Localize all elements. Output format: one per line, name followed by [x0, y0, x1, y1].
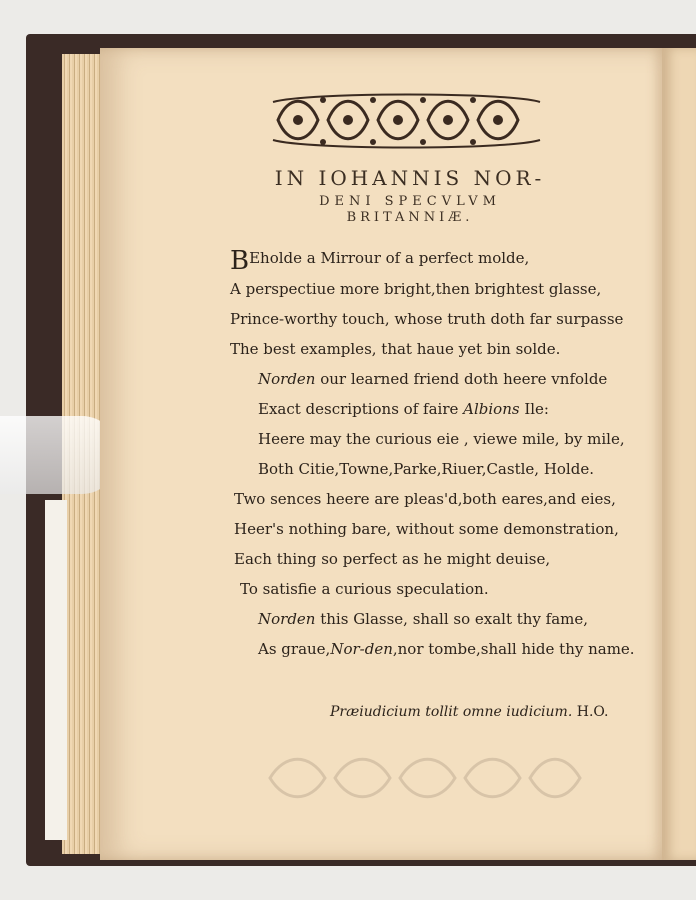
headpiece-ornament-icon: [268, 90, 546, 152]
show-through-ornament-icon: [260, 748, 590, 808]
poem-line: Heere may the curious eie , viewe mile, by mile,: [258, 430, 625, 448]
motto-text: Præiudicium tollit omne iudicium.: [330, 704, 573, 720]
poem-line: Heer's nothing bare, without some demonstration,: [234, 520, 619, 538]
title-line-1: IN IOHANNIS NOR-: [274, 166, 546, 190]
poem-line: Both Citie,Towne,Parke,Riuer,Castle, Holde.: [258, 460, 594, 478]
motto: [330, 704, 609, 720]
author-name: Norden: [258, 370, 316, 388]
poem-line: Norden this Glasse, shall so exalt thy fame,: [258, 610, 589, 628]
poem-line: Each thing so perfect as he might deuise,: [234, 550, 551, 568]
poem-line: To satisfie a curious speculation.: [240, 580, 489, 598]
poem-line: Norden our learned friend doth heere vnfolde: [258, 370, 608, 388]
author-initials: H.O.: [576, 704, 609, 720]
poem-line: Two sences heere are pleas'd,both eares,and eies,: [234, 490, 616, 508]
drop-cap: B: [230, 246, 250, 276]
author-name: Nor-den: [330, 640, 393, 658]
place-name: Albions: [463, 400, 520, 418]
poem-line: The best examples, that haue yet bin solde.: [230, 340, 561, 358]
poem-line: As graue,Nor-den,nor tombe,shall hide thy name.: [258, 640, 635, 658]
endpaper-strip: [45, 500, 67, 840]
poem-line: Exact descriptions of faire Albions Ile:: [258, 400, 549, 418]
title-line-3: BRITANNIÆ.: [346, 210, 474, 225]
poem-line: Prince-worthy touch, whose truth doth far surpasse: [230, 310, 624, 328]
title-line-2: DENI SPECVLVM: [319, 194, 501, 209]
poem-line: BEholde a Mirrour of a perfect molde,: [230, 246, 530, 276]
author-name: Norden: [258, 610, 316, 628]
book-page: [100, 48, 662, 860]
poem-line: A perspectiue more bright,then brightest glasse,: [230, 280, 602, 298]
facing-page-edge: [662, 48, 696, 860]
